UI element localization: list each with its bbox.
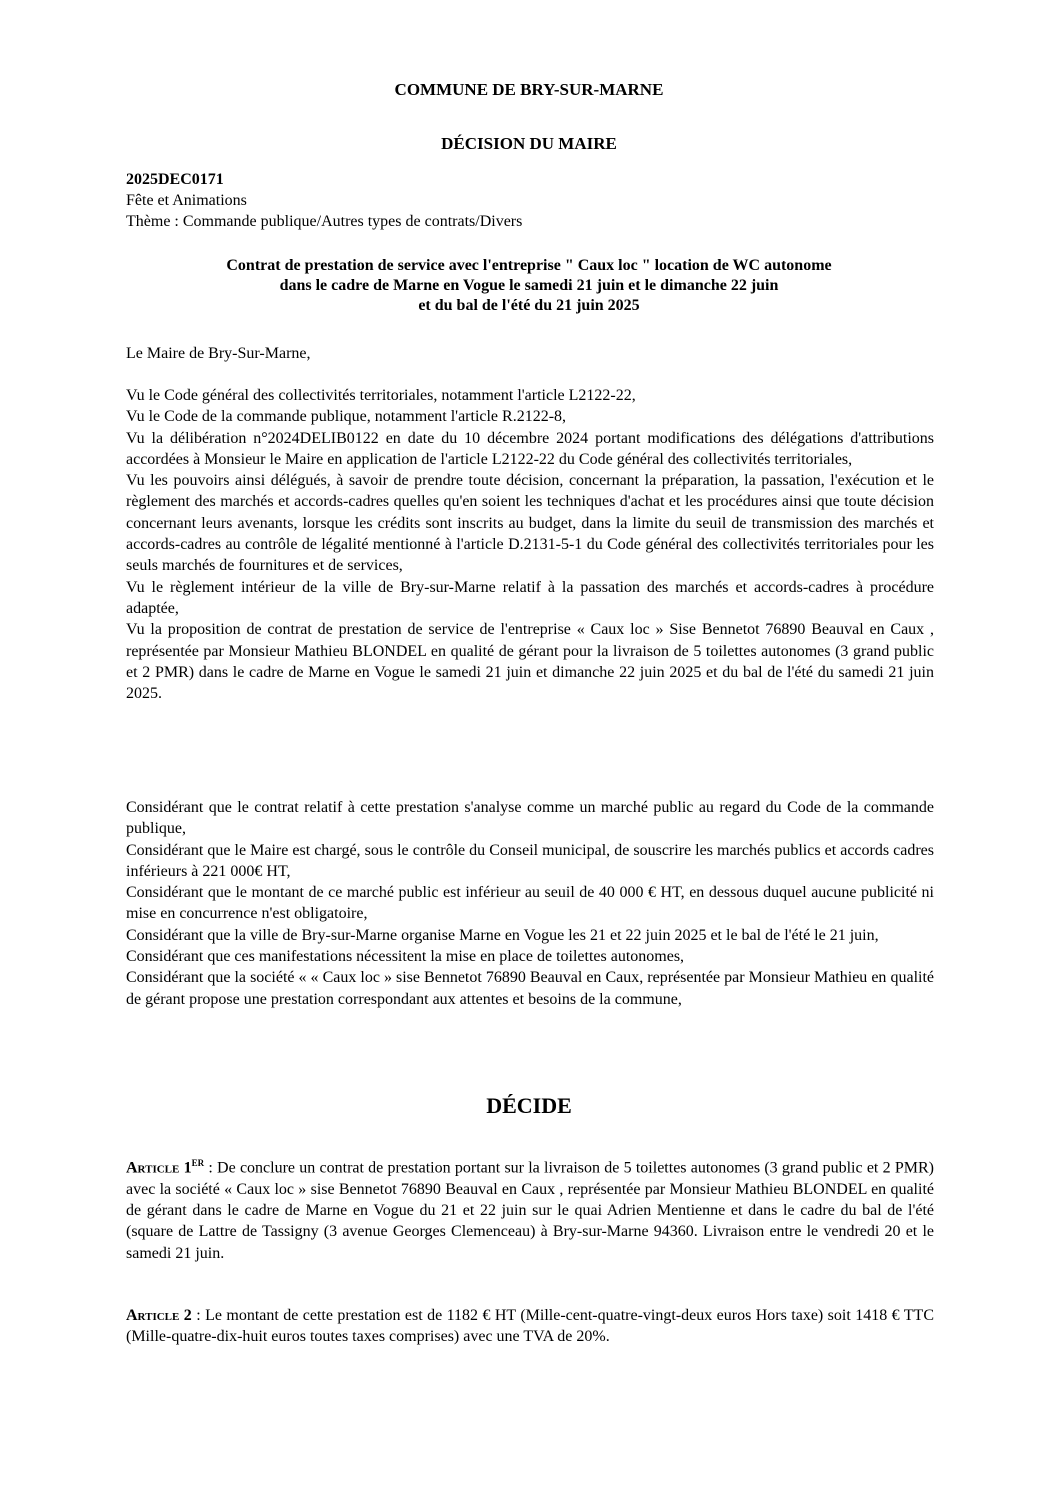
decision-meta <box>126 169 522 232</box>
considerant-item: Considérant que ces manifestations nécessitent la mise en place de toilettes autonomes, <box>126 948 685 966</box>
theme-line: Thème : Commande publique/Autres types de contrats/Divers <box>126 213 523 230</box>
considerant-item: Considérant que le Maire est chargé, sous le contrôle du Conseil municipal, de souscrire les marchés publics et accords cadres inférieurs à 221 000€ HT, <box>126 841 934 880</box>
article-1-text: De conclure un contrat de prestation portant sur la livraison de 5 toilettes autonomes (3 grand public et 2 PMR) avec la société « Caux loc » sise Bennetot 76890 Beauval en Caux , représentée par Monsieur Mathieu BLONDEL en qualité de gérant dans le cadre de Marne en Vogue du 21 et 22 juin sur le quai Adrien Mentienne et dans le cadre du bal de l'été (square de Lattre de Tassigny (3 avenue Georges Clemenceau) à Bry-sur-Marne 94360. Livraison entre le vendredi 20 et le samedi 21 juin. <box>126 1159 934 1262</box>
article-2 <box>126 1305 934 1348</box>
visa-item: Vu le Code général des collectivités territoriales, notamment l'article L2122-22, <box>126 387 636 404</box>
article-2-sep: : <box>191 1307 206 1324</box>
subject-line-2: dans le cadre de Marne en Vogue le samedi 21 juin et le dimanche 22 juin <box>279 277 779 294</box>
article-2-label: Article 2 <box>126 1307 192 1324</box>
considerant-item: Considérant que le montant de ce marché public est inférieur au seuil de 40 000 € HT, en dessous duquel aucune publicité ni mise en concurrence n'est obligatoire, <box>126 884 934 923</box>
visa-item: Vu le Code de la commande publique, notamment l'article R.2122-8, <box>126 408 567 426</box>
article-1-sup: er <box>191 1154 205 1169</box>
decide-heading: DÉCIDE <box>486 1093 572 1118</box>
considerants-section <box>126 797 934 1010</box>
article-1-sep: : <box>204 1159 218 1177</box>
article-1 <box>126 1151 934 1264</box>
service-name: Fête et Animations <box>126 192 247 209</box>
subject-line-3: et du bal de l'été du 21 juin 2025 <box>418 297 640 314</box>
intro-paragraph: Le Maire de Bry-Sur-Marne, <box>126 345 311 362</box>
considerant-item: Considérant que le contrat relatif à cette prestation s'analyse comme un marché public au regard du Code de la commande publique, <box>126 799 934 838</box>
visa-item: Vu la proposition de contrat de prestation de service de l'entreprise « Caux loc » Sise Bennetot 76890 Beauval en Caux , représentée par Monsieur Mathieu BLONDEL en qualité de gérant pour la livraison de 5 toilettes autonomes (3 grand public et 2 PMR) dans le cadre de Marne en Vogue le samedi 21 juin et dimanche 22 juin 2025 et du bal de l'été du samedi 21 juin 2025. <box>126 621 934 703</box>
visa-item: Vu le règlement intérieur de la ville de Bry-sur-Marne relatif à la passation des marchés et accords-cadres à procédure adaptée, <box>126 578 934 617</box>
decision-reference: 2025DEC0171 <box>126 171 224 188</box>
visas-section <box>126 385 934 704</box>
commune-heading: COMMUNE DE BRY-SUR-MARNE <box>394 80 664 99</box>
subject-line-1: Contrat de prestation de service avec l'entreprise " Caux loc " location de WC autonome <box>226 257 832 274</box>
article-2-text: Le montant de cette prestation est de 1182 € HT (Mille-cent-quatre-vingt-deux euros Hors taxe) soit 1418 € TTC (Mille-quatre-dix-huit euros toutes taxes comprises) avec une TVA de 20%. <box>126 1307 934 1346</box>
decision-title: DÉCISION DU MAIRE <box>441 134 617 153</box>
article-1-label: Article 1 <box>126 1159 192 1177</box>
visa-item: Vu les pouvoirs ainsi délégués, à savoir de prendre toute décision, concernant la préparation, la passation, l'exécution et le règlement des marchés et accords-cadres quelles qu'en soient les techniques d'achat et les procédures ainsi que toute décision concernant leurs avenants, lorsque les crédits sont inscrits au budget, dans la limite du seuil de transmission des marchés et accords-cadres au contrôle de légalité mentionné à l'article D.2131-5-1 du Code général des collectivités territoriales pour les seuls marchés de fournitures et de services, <box>126 472 934 575</box>
visa-item: Vu la délibération n°2024DELIB0122 en date du 10 décembre 2024 portant modifications des délégations d'attributions accordées à Monsieur le Maire en application de l'article L2122-22 du Code général des collectivités territoriales, <box>126 429 934 468</box>
considerant-item: Considérant que la société « « Caux loc » sise Bennetot 76890 Beauval en Caux, représentée par Monsieur Mathieu en qualité de gérant propose une prestation correspondant aux attentes et besoins de la commune, <box>126 969 934 1008</box>
considerant-item: Considérant que la ville de Bry-sur-Marne organise Marne en Vogue les 21 et 22 juin 2025 et le bal de l'été le 21 juin, <box>126 926 879 944</box>
decision-subject <box>126 256 932 316</box>
